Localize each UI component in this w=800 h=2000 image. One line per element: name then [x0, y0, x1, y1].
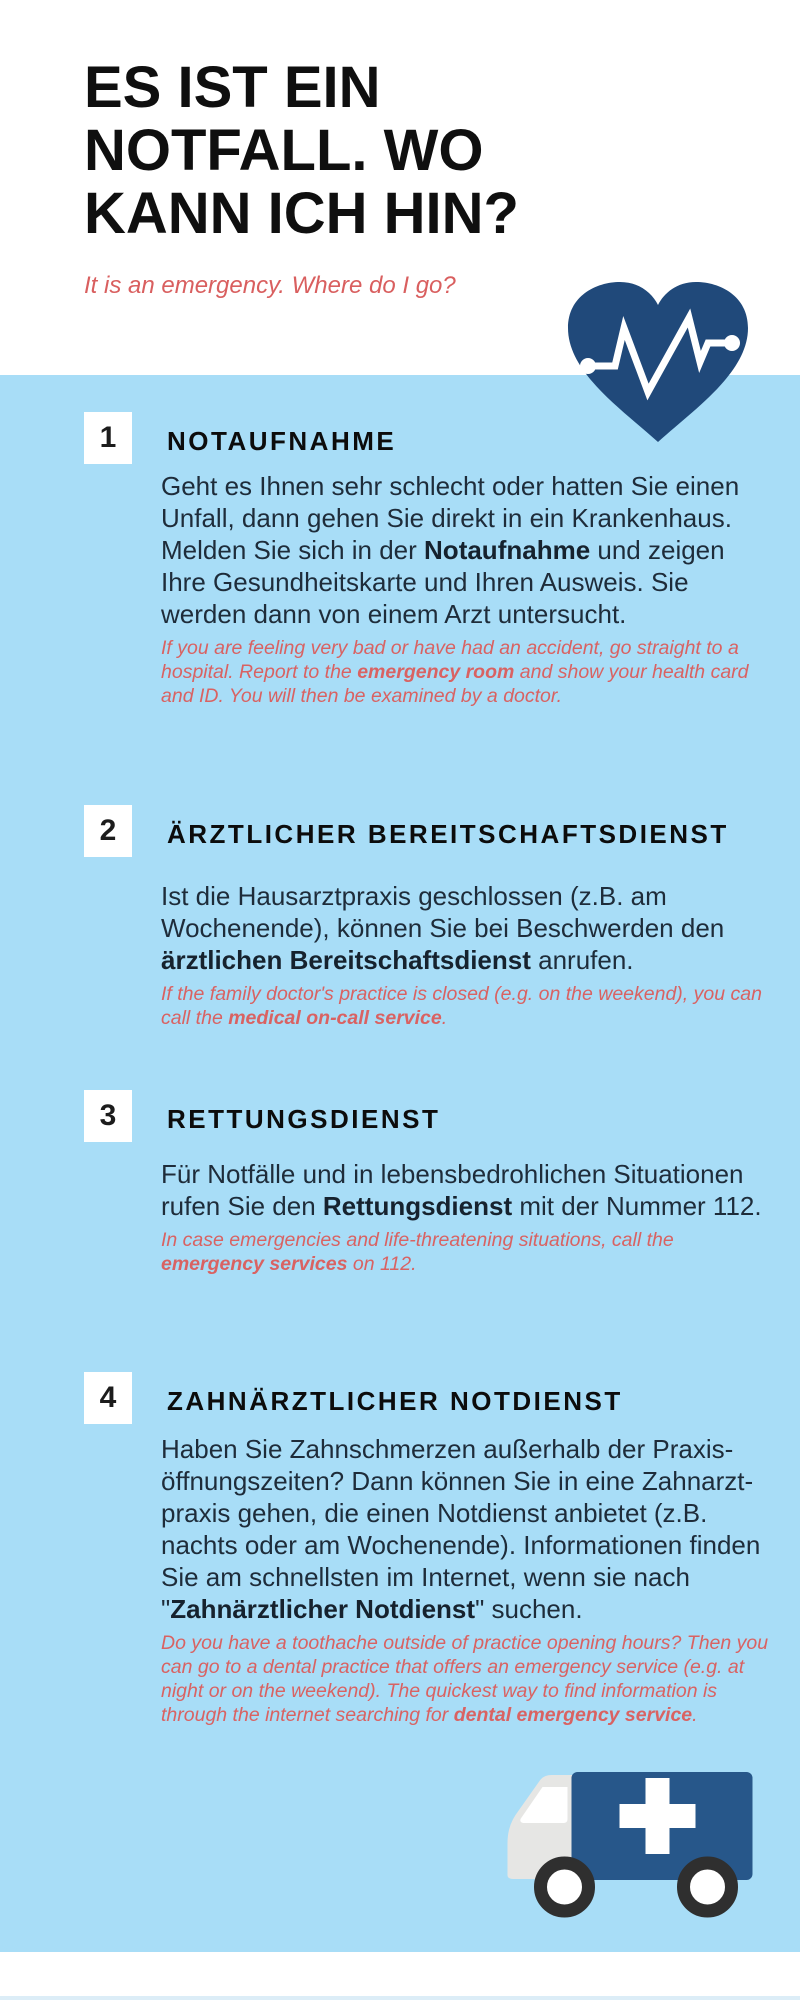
section-number: 2 [99, 814, 117, 847]
section-bereitschaftsdienst [84, 803, 784, 1029]
section-heading: NOTAUFNAHME [167, 426, 397, 456]
section-heading: RETTUNGSDIENST [167, 1104, 441, 1134]
section-number-badge [84, 412, 132, 464]
section-text [161, 880, 775, 1030]
german-text: Ist die Hausarztpraxis geschlossen (z.B. am Wochenende), können Sie bei Beschwerden den ärztlichen Bereitschaftsdienst anrufen. [161, 881, 725, 975]
page-title-line: ES IST EIN [84, 55, 381, 120]
english-translation: In case emergencies and life-threatening situations, call the emergency services on 112. [161, 1229, 674, 1275]
page-subtitle: It is an emergency. Where do I go? [84, 272, 456, 299]
english-translation: If the family doctor's practice is closed (e.g. on the weekend), you can call the medical on-call service. [161, 983, 762, 1029]
page-title-line: NOTFALL. WO [84, 118, 484, 183]
ambulance-truck-icon [483, 1763, 758, 1923]
section-heading: ZAHNÄRZTLICHER NOTDIENST [167, 1386, 623, 1416]
section-number: 4 [99, 1381, 117, 1414]
english-translation: Do you have a toothache outside of practice opening hours? Then you can go to a dental practice that offers an emergency service (e.g. at night or on the weekend). The quickest way to find information is through the internet searching for dental emergency service. [161, 1632, 769, 1726]
page-title [84, 56, 724, 245]
english-translation: If you are feeling very bad or have had an accident, go straight to a hospital. Report to the emergency room and show your health card and ID. You will then be examined by a doctor. [161, 637, 749, 707]
section-number: 3 [99, 1099, 117, 1132]
section-number-badge [84, 1372, 132, 1424]
section-text [161, 470, 775, 708]
german-text: Für Notfälle und in lebensbedrohlichen Situationen rufen Sie den Rettungsdienst mit der Nummer 112. [161, 1159, 762, 1221]
section-notaufnahme [84, 410, 784, 710]
german-text: Geht es Ihnen sehr schlecht oder hatten Sie einen Unfall, dann gehen Sie direkt in ein Krankenhaus. Melden Sie sich in der Notaufnahme und zeigen Ihre Gesundheitskarte und Ihren Ausweis. Sie werden dann von einem Arzt untersucht. [161, 471, 740, 629]
section-text [161, 1158, 775, 1276]
german-text: Haben Sie Zahnschmerzen außerhalb der Praxis-öffnungszeiten? Dann können Sie in eine Zahnarzt-praxis gehen, die einen Notdienst anbietet (z.B. nachts oder am Wochenende). Informationen finden Sie am schnellsten im Internet, wenn sie nach "Zahnärztlicher Notdienst" suchen. [161, 1434, 761, 1624]
section-heading: ÄRZTLICHER BEREITSCHAFTSDIENST [167, 819, 729, 849]
section-zahnaerztlicher-notdienst [84, 1370, 784, 1775]
bottom-divider [0, 1996, 800, 2000]
section-number-badge [84, 1090, 132, 1142]
section-rettungsdienst [84, 1088, 784, 1303]
section-text [161, 1433, 775, 1727]
page-title-line: KANN ICH HIN? [84, 181, 519, 246]
section-number: 1 [99, 421, 117, 454]
section-number-badge [84, 805, 132, 857]
